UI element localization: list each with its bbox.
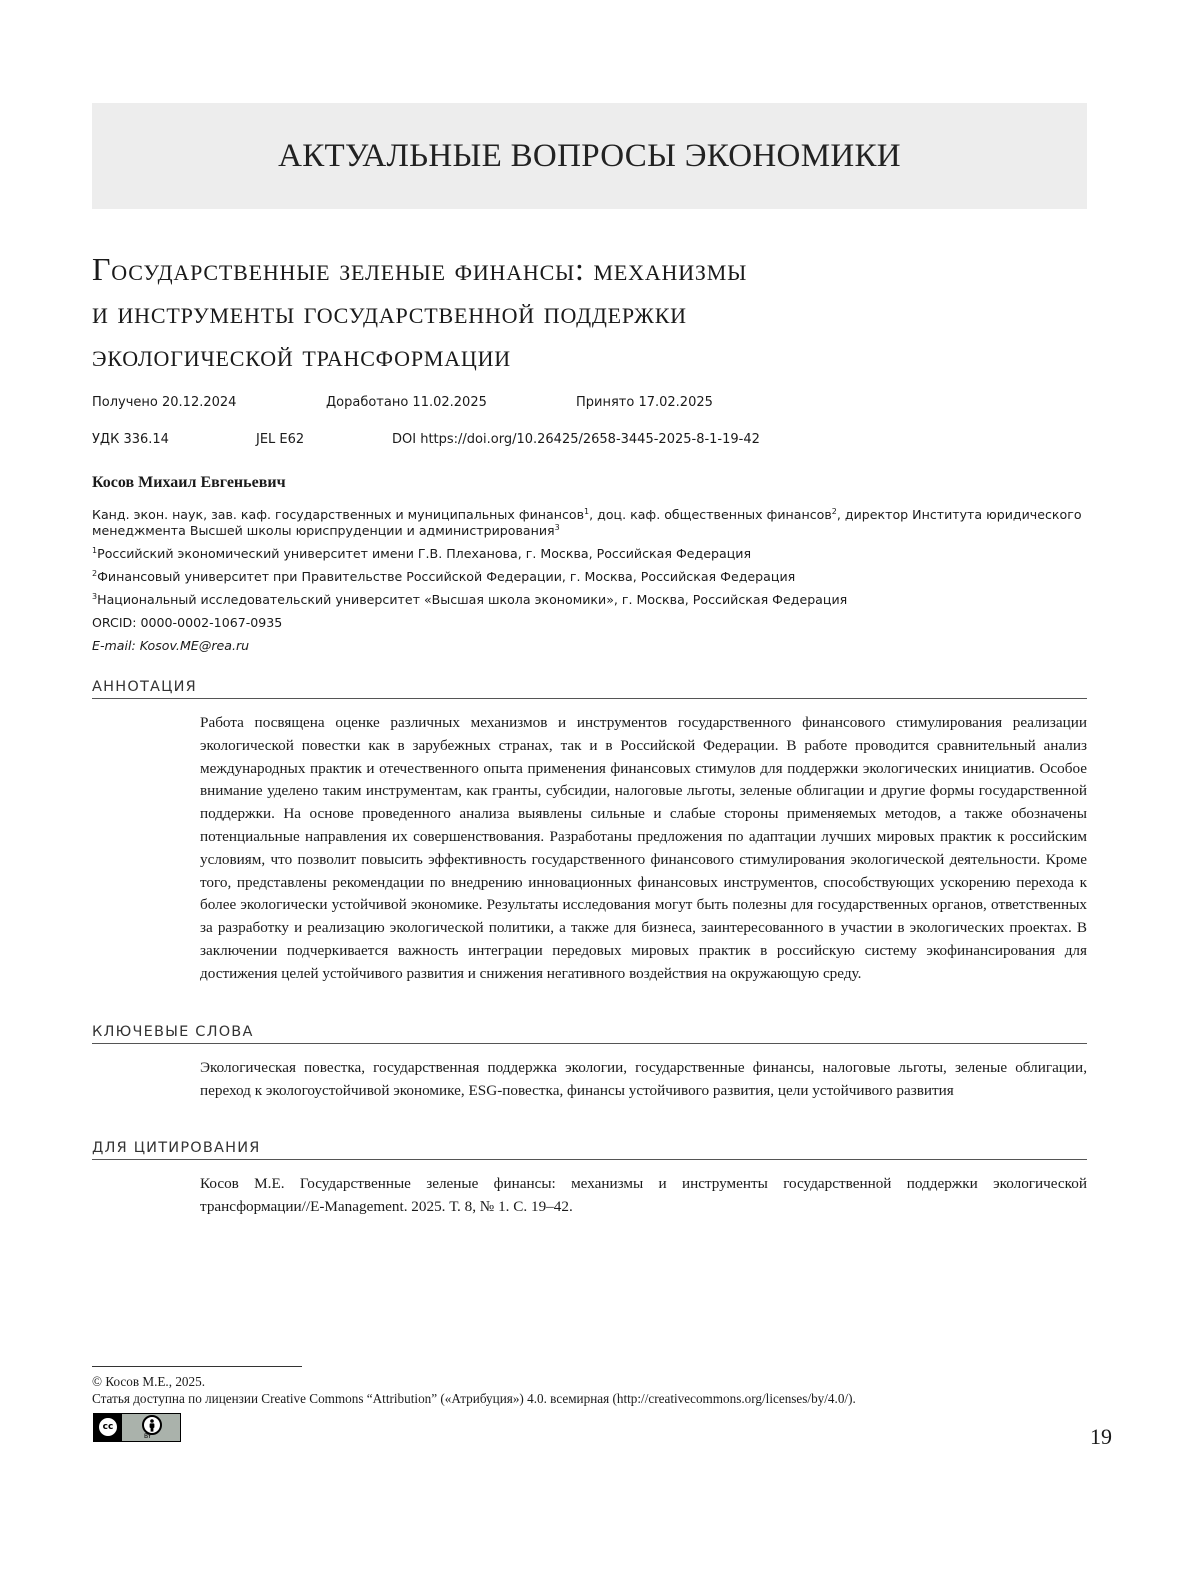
affiliation-2 (92, 569, 795, 584)
attribution-person-icon (142, 1415, 162, 1435)
citation-heading: ДЛЯ ЦИТИРОВАНИЯ (92, 1140, 1087, 1160)
page-number: 19 (1090, 1424, 1112, 1449)
person-icon (147, 1419, 157, 1432)
superscript: 2 (831, 507, 837, 516)
affiliation-text: Национальный исследовательский университет «Высшая школа экономики», г. Москва, Российская Федерация (97, 592, 848, 607)
copyright-notice: © Косов М.Е., 2025. (92, 1374, 205, 1389)
superscript: 2 (92, 569, 98, 578)
creative-commons-icon: cc (97, 1416, 119, 1438)
license-link[interactable]: http://creativecommons.org/licenses/by/4.0/ (616, 1391, 849, 1406)
abstract-heading: АННОТАЦИЯ (92, 679, 1087, 699)
citation-text: Косов М.Е. Государственные зеленые финансы: механизмы и инструменты государственной поддержки экологической трансформации//E-Management. 2025. Т. 8, № 1. С. 19–42. (200, 1175, 1087, 1215)
abstract-text: Работа посвящена оценке различных механизмов и инструментов государственного финансового стимулирования реализации экологической повестки как в зарубежных странах, так и в Российской Федерации. В работе проводится сравнительный анализ международных практик и отечественного опыта применения финансовых стимулов для поддержки экологических инициатив. Особое внимание уделено таким инструментам, как гранты, субсидии, налоговые льготы, зеленые облигации и другие формы государственной поддержки. На основе проведенного анализа выявлены сильные и слабые стороны применяемых методов, а также обозначены потенциальные направления их совершенствования. Разработаны предложения по адаптации лучших мировых практик к российским условиям, что позволит повысить эффективность государственного финансового стимулирования экологической деятельности. Кроме того, представлены рекомендации по внедрению инновационных финансовых инструментов, способствующих ускорению перехода к более экологически устойчивой экономике. Результаты исследования могут быть полезны для государственных органов, ответственных за разработку и реализацию экологической политики, а также для бизнеса, заинтересованного в участии в экологических проектах. В заключении подчеркивается важность интеграции передовых мировых практик в российскую систему экофинансирования для достижения целей устойчивого развития и снижения негативного воздействия на окружающую среду. (200, 714, 1087, 982)
affiliation-3 (92, 592, 847, 607)
author-position (92, 507, 1087, 539)
title-line: экологической трансформации (92, 337, 511, 373)
jel-code: JEL E62 (256, 432, 305, 447)
affiliation-text: Финансовый университет при Правительстве Российской Федерации, г. Москва, Российская Федерация (97, 569, 796, 584)
journal-section-title: АКТУАЛЬНЫЕ ВОПРОСЫ ЭКОНОМИКИ (278, 137, 901, 174)
superscript: 1 (584, 507, 590, 516)
author-name: Косов Михаил Евгеньевич (92, 474, 286, 491)
license-notice (92, 1391, 856, 1407)
orcid: ORCID: 0000-0002-1067-0935 (92, 615, 283, 630)
title-line: Государственные зеленые финансы: механизмы (92, 251, 748, 287)
cc-by-license-badge[interactable] (93, 1413, 181, 1442)
journal-section-banner (92, 103, 1087, 209)
affiliation-text: Российский экономический университет имени Г.В. Плеханова, г. Москва, Российская Федерация (97, 546, 752, 561)
superscript: 1 (92, 546, 98, 555)
license-text: Статья доступна по лицензии Creative Commons “Attribution” («Атрибуция») 4.0. всемирная ( (92, 1391, 617, 1406)
email-link[interactable]: E-mail: Kosov.ME@rea.ru (92, 638, 250, 653)
by-label: BY (144, 1433, 152, 1440)
license-text: ). (848, 1391, 856, 1406)
footnote-divider (92, 1366, 302, 1367)
superscript: 3 (554, 523, 560, 532)
affiliation-1 (92, 546, 751, 561)
received-date: Получено 20.12.2024 (92, 395, 237, 410)
accepted-date: Принято 17.02.2025 (576, 395, 713, 410)
doi-link[interactable]: DOI https://doi.org/10.26425/2658-3445-2025-8-1-19-42 (392, 432, 760, 447)
keywords-text: Экологическая повестка, государственная поддержка экологии, государственные финансы, налоговые льготы, зеленые облигации, переход к экологоустойчивой экономике, ESG-повестка, финансы устойчивого развития, цели устойчивого развития (200, 1059, 1087, 1099)
position-text: , доц. каф. общественных финансов (589, 507, 832, 522)
revised-date: Доработано 11.02.2025 (326, 395, 487, 410)
title-line: и инструменты государственной поддержки (92, 294, 687, 330)
article-title (92, 248, 1092, 377)
position-text: , директор Института юридического менеджмента Высшей школы юриспруденции и администрирования (92, 507, 1082, 538)
superscript: 3 (92, 592, 98, 601)
position-text: Канд. экон. наук, зав. каф. государственных и муниципальных финансов (92, 507, 585, 522)
udk-code: УДК 336.14 (92, 432, 169, 447)
keywords-heading: КЛЮЧЕВЫЕ СЛОВА (92, 1024, 1087, 1044)
